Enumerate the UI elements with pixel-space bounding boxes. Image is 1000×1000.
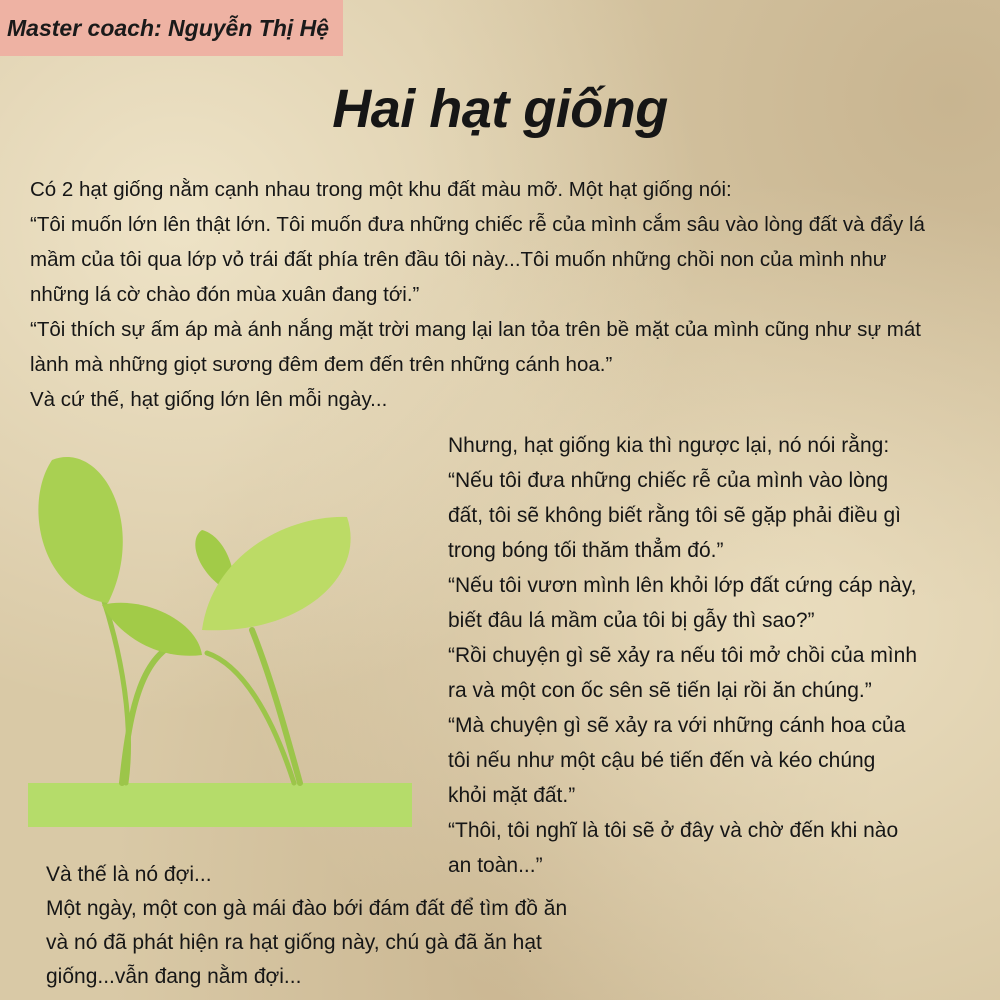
coach-badge [0, 0, 343, 56]
tall-left-leaf [38, 457, 122, 603]
second-seed-line: tôi nếu như một cậu bé tiến đến và kéo chúng [448, 749, 876, 772]
second-seed-line: Nhưng, hạt giống kia thì ngược lại, nó nói rằng: [448, 434, 890, 457]
second-seed-line: “Nếu tôi vươn mình lên khỏi lớp đất cứng cáp này, [448, 574, 917, 597]
ground-strip [28, 783, 412, 827]
intro-line: lành mà những giọt sương đêm đem đến trên những cánh hoa.” [30, 353, 613, 376]
intro-line: “Tôi muốn lớn lên thật lớn. Tôi muốn đưa những chiếc rễ của mình cắm sâu vào lòng đất và đẩy lá [30, 213, 925, 236]
second-seed-line: biết đâu lá mầm của tôi bị gẫy thì sao?” [448, 609, 815, 632]
second-seed-line: “Thôi, tôi nghĩ là tôi sẽ ở đây và chờ đến khi nào [448, 819, 899, 842]
second-seed-line: “Nếu tôi đưa những chiếc rễ của mình vào lòng [448, 469, 889, 492]
second-seed-line: đất, tôi sẽ không biết rằng tôi sẽ gặp phải điều gì [448, 504, 901, 527]
left-stem [122, 640, 182, 783]
second-seed-line: ra và một con ốc sên sẽ tiến lại rồi ăn chúng.” [448, 679, 872, 702]
ending-line: giống...vẫn đang nằm đợi... [46, 965, 302, 988]
second-seed-line: “Rồi chuyện gì sẽ xảy ra nếu tôi mở chồi của mình [448, 644, 917, 667]
ending-paragraph [46, 858, 706, 994]
second-seed-line: trong bóng tối thăm thẳm đó.” [448, 539, 724, 562]
coach-label: Master coach: Nguyễn Thị Hệ [7, 14, 330, 41]
ending-line: Một ngày, một con gà mái đào bới đám đất để tìm đồ ăn [46, 897, 568, 920]
second-seed-line: an toàn...” [448, 854, 543, 877]
intro-line: Và cứ thế, hạt giống lớn lên mỗi ngày... [30, 388, 388, 411]
second-seed-line: “Mà chuyện gì sẽ xảy ra với những cánh hoa của [448, 714, 906, 737]
second-seed-line: khỏi mặt đất.” [448, 784, 576, 807]
second-seed-paragraph [448, 428, 993, 883]
intro-line: “Tôi thích sự ấm áp mà ánh nắng mặt trời mang lại lan tỏa trên bề mặt của mình cũng như sự mát [30, 318, 921, 341]
intro-line: Có 2 hạt giống nằm cạnh nhau trong một khu đất màu mỡ. Một hạt giống nói: [30, 178, 732, 201]
story-title: Hai hạt giống [332, 79, 668, 139]
intro-paragraph [30, 172, 990, 417]
sprout-illustration [22, 445, 422, 835]
ending-line: và nó đã phát hiện ra hạt giống này, chú gà đã ăn hạt [46, 931, 542, 954]
intro-line: mầm của tôi qua lớp vỏ trái đất phía trên đầu tôi này...Tôi muốn những chồi non của mình như [30, 248, 887, 271]
ending-line: Và thế là nó đợi... [46, 863, 212, 886]
intro-line: những lá cờ chào đón mùa xuân đang tới.” [30, 283, 420, 306]
